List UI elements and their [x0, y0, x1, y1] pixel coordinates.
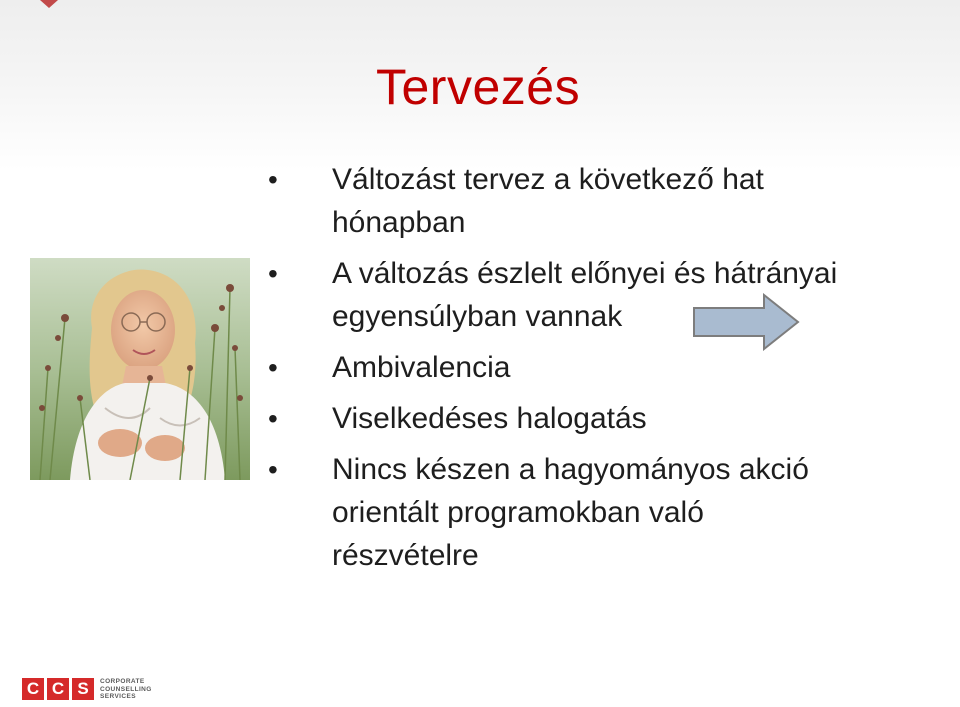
bullet-item	[268, 346, 918, 389]
logo-line: COUNSELLING	[100, 685, 152, 693]
bullet-item	[268, 252, 918, 338]
bullet-text: • Nincs készen a hagyományos akció orientált programokban való részvételre	[332, 453, 809, 572]
logo-line: CORPORATE	[100, 678, 145, 685]
logo-letter: S	[72, 678, 94, 700]
top-marker-icon	[0, 0, 60, 10]
woman-in-meadow-photo	[30, 258, 250, 480]
logo-line: SERVICES	[100, 693, 136, 700]
slide-title: Tervezés	[376, 59, 581, 115]
bullet-text: • Ambivalencia	[332, 351, 511, 384]
logo-letter: C	[22, 678, 44, 700]
bullet-item	[268, 397, 918, 440]
bullet-item	[268, 158, 918, 244]
bullet-text: • Változást tervez a következő hat hónapban	[332, 163, 764, 239]
logo-letter: C	[47, 678, 69, 700]
bullet-item	[268, 448, 918, 577]
ccs-logo	[22, 678, 222, 704]
logo-text	[100, 678, 152, 701]
bullet-text: • Viselkedéses halogatás	[332, 402, 647, 435]
bullet-text: • A változás észlelt előnyei és hátrányai egyensúlyban vannak	[332, 257, 838, 333]
right-arrow-icon	[692, 293, 800, 351]
bullet-list	[268, 158, 918, 585]
logo-letters	[22, 678, 94, 700]
